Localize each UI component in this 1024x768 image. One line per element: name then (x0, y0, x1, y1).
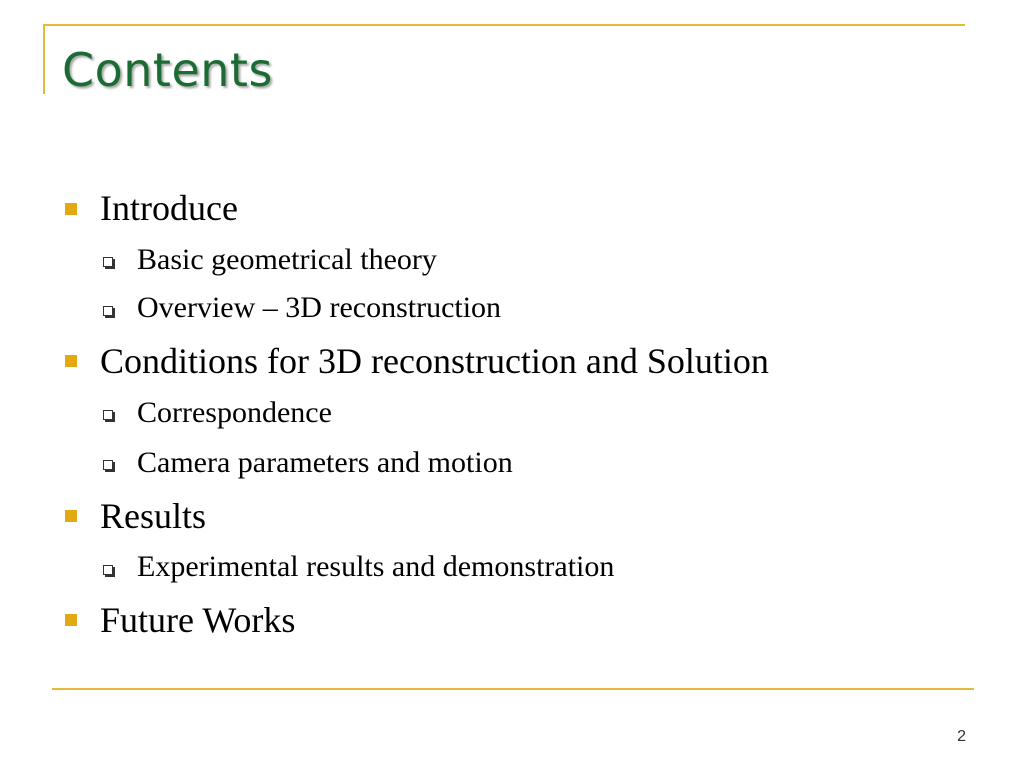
hollow-square-bullet-icon (103, 460, 113, 470)
page-number: 2 (957, 728, 966, 745)
footer-accent-rule (52, 688, 974, 690)
list-item-introduce: Introduce (100, 188, 238, 228)
filled-square-bullet-icon (65, 614, 77, 626)
hollow-square-bullet-icon (103, 257, 113, 267)
sub-item-camera-parameters: Camera parameters and motion (137, 446, 513, 479)
sub-item-correspondence: Correspondence (137, 396, 332, 429)
filled-square-bullet-icon (65, 203, 77, 215)
hollow-square-bullet-icon (103, 410, 113, 420)
sub-item-overview-3d-reconstruction: Overview – 3D reconstruction (137, 291, 502, 324)
filled-square-bullet-icon (65, 355, 77, 367)
filled-square-bullet-icon (65, 510, 77, 522)
sub-item-basic-geometrical-theory: Basic geometrical theory (137, 243, 437, 276)
list-item-future-works: Future Works (100, 600, 296, 640)
hollow-square-bullet-icon (103, 306, 113, 316)
list-item-conditions: Conditions for 3D reconstruction and Solution (100, 341, 769, 381)
slide-title: Contents (62, 43, 273, 97)
list-item-results: Results (100, 496, 207, 536)
hollow-square-bullet-icon (103, 565, 113, 575)
sub-item-experimental-results: Experimental results and demonstration (137, 550, 615, 583)
